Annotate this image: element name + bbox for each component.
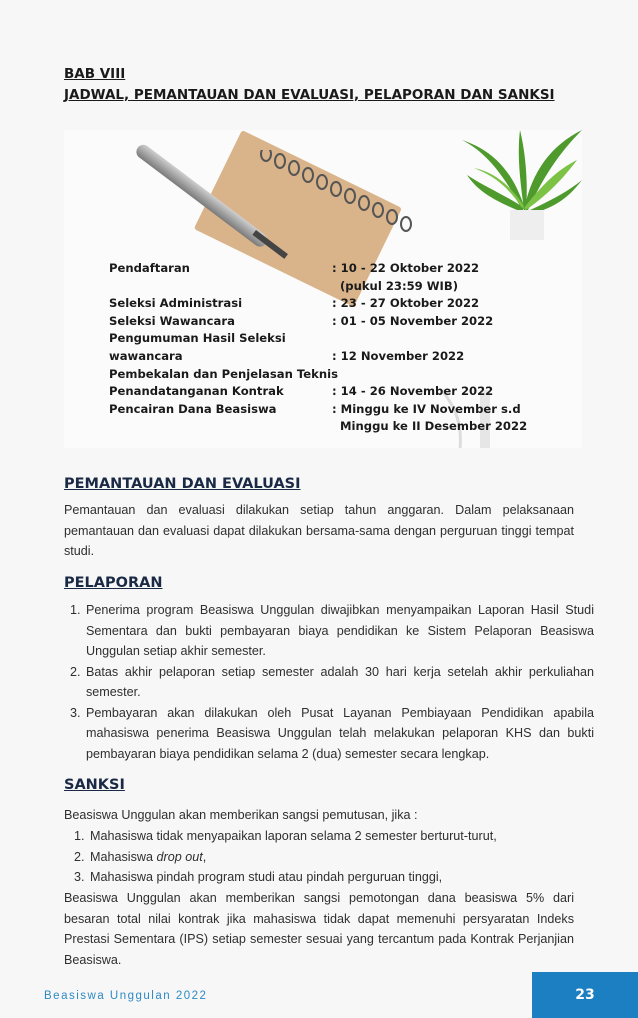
item-text: Mahasiswa — [90, 849, 157, 864]
schedule-row — [109, 313, 549, 331]
schedule-value: : Minggu ke IV November s.d — [332, 401, 521, 416]
schedule-row — [109, 418, 549, 436]
schedule-row — [109, 401, 549, 419]
schedule-row — [109, 330, 549, 348]
schedule-label: Pembekalan dan Penjelasan Teknis — [109, 366, 338, 381]
page-number-box — [532, 972, 638, 1018]
schedule-row — [109, 383, 549, 401]
item-emphasis: drop out — [156, 849, 203, 864]
page-number: 23 — [575, 987, 595, 1003]
reporting-heading: PELAPORAN — [64, 575, 163, 591]
monitoring-text: Pemantauan dan evaluasi dilakukan setiap tahun anggaran. Dalam pelaksanaan pemantauan dan evaluasi dapat dilakukan bersama-sama dengan perguruan tinggi tempat studi. — [64, 503, 574, 558]
schedule-banner — [64, 130, 582, 448]
schedule-row — [109, 366, 549, 384]
schedule-label: Seleksi Administrasi — [109, 296, 243, 311]
footer-text: Beasiswa Unggulan 2022 — [44, 990, 208, 1002]
schedule-row — [109, 348, 549, 366]
list-item: 3. Pembayaran akan dilakukan oleh Pusat Layanan Pembiayaan Pendidikan apabila mahasiswa penerima Beasiswa Unggulan telah melakukan pelaporan KHS dan bukti pembayaran biaya pendidikan selama 2 (dua) semester secara lengkap. — [84, 703, 594, 765]
notebook-rings — [260, 150, 430, 260]
schedule-value: : 01 - 05 November 2022 — [332, 313, 494, 328]
schedule-value: : 14 - 26 November 2022 — [332, 384, 494, 399]
sanctions-closing: Beasiswa Unggulan akan memberikan sangsi pemotongan dana beasiswa 5% dari besaran total nilai kontrak jika mahasiswa tidak dapat memenuhi persyaratan Indeks Prestasi Sementara (IPS) setiap semester sesuai yang tercantum pada Kontrak Perjanjian Beasiswa. — [64, 891, 574, 967]
item-text: , — [202, 849, 207, 864]
list-item: 1. Penerima program Beasiswa Unggulan diwajibkan menyampaikan Laporan Hasil Studi Sementara dan bukti pembayaran biaya pendidikan ke Sistem Pelaporan Beasiswa Unggulan setiap akhir semester. — [84, 600, 594, 662]
schedule-row — [109, 260, 549, 278]
schedule-row — [109, 278, 549, 296]
schedule-value: : 23 - 27 Oktober 2022 — [332, 296, 480, 311]
list-item — [88, 847, 598, 868]
reporting-list — [64, 600, 594, 764]
schedule-label: Seleksi Wawancara — [109, 313, 235, 328]
schedule-label: Pengumuman Hasil Seleksi — [109, 331, 286, 346]
schedule-row — [109, 295, 549, 313]
list-item: 1. Mahasiswa tidak menyapaikan laporan selama 2 semester berturut-turut, — [88, 826, 598, 847]
schedule-label: Pendaftaran — [109, 261, 190, 275]
schedule-table — [109, 260, 549, 436]
schedule-label: Penandatanganan Kontrak — [109, 384, 284, 399]
schedule-label: Pencairan Dana Beasiswa — [109, 401, 277, 416]
chapter-heading — [64, 64, 555, 106]
monitoring-heading: PEMANTAUAN DAN EVALUASI — [64, 476, 301, 492]
plant-image — [462, 130, 582, 240]
chapter-title: JADWAL, PEMANTAUAN DAN EVALUASI, PELAPORAN DAN SANKSI — [64, 87, 555, 103]
list-item: 3. Mahasiswa pindah program studi atau pindah perguruan tinggi, — [88, 867, 598, 888]
schedule-value: : 12 November 2022 — [332, 348, 465, 363]
schedule-value: (pukul 23:59 WIB) — [340, 278, 459, 293]
schedule-label: wawancara — [109, 348, 183, 363]
sanctions-heading: SANKSI — [64, 777, 125, 793]
sanctions-intro: Beasiswa Unggulan akan memberikan sangsi pemutusan, jika : — [64, 808, 418, 822]
list-item: 2. Batas akhir pelaporan setiap semester adalah 30 hari kerja setelah akhir perkuliahan semester. — [84, 662, 594, 703]
sanctions-list — [64, 826, 598, 888]
schedule-value: : 10 - 22 Oktober 2022 — [332, 261, 480, 275]
schedule-value: Minggu ke II Desember 2022 — [340, 419, 528, 434]
chapter-number: BAB VIII — [64, 66, 126, 82]
